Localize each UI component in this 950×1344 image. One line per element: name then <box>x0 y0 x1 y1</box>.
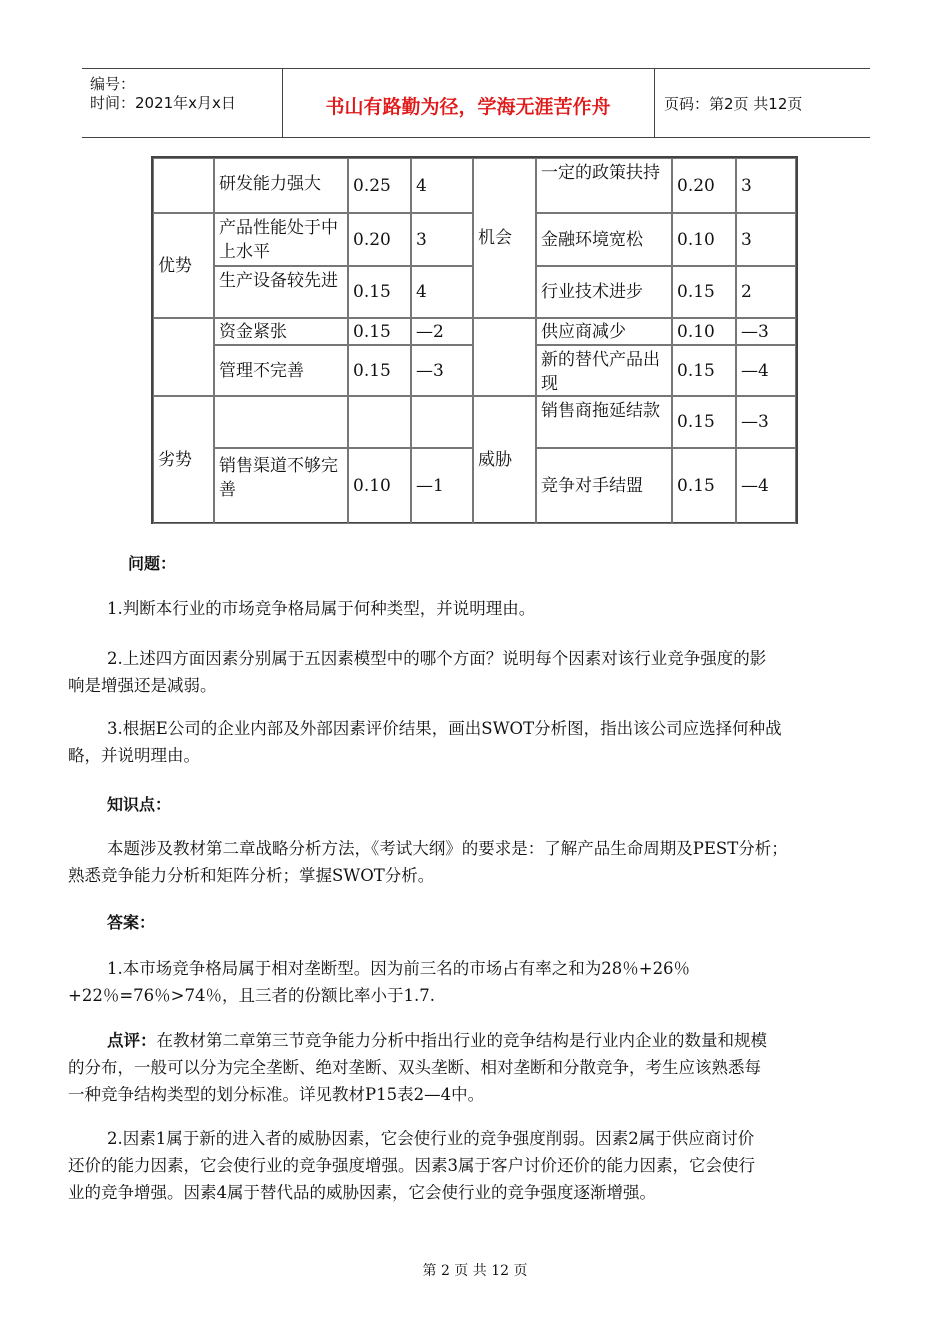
weakness-label: 劣势 <box>153 396 214 524</box>
table-cell-weight: 0.25 <box>348 158 411 213</box>
table-cell-weight: 0.10 <box>672 318 736 345</box>
opportunity-label: 机会 <box>473 158 536 318</box>
table-cell-weight: 0.15 <box>672 266 736 318</box>
answer-2-line-3: 业的竞争增强。因素4属于替代品的威胁因素，它会使行业的竞争强度逐渐增强。 <box>68 1183 656 1202</box>
table-cell-score: —4 <box>736 448 796 524</box>
table-cell-weight: 0.15 <box>348 318 411 345</box>
swot-table <box>151 156 798 524</box>
answer-1-line-2: +22％=76％>74％，且三者的份额比率小于1.7. <box>68 986 435 1005</box>
comment-text: 在教材第二章第三节竞争能力分析中指出行业的竞争结构是行业内企业的数量和规模 <box>156 1031 767 1050</box>
table-cell-score: —4 <box>736 345 796 396</box>
table-cell <box>473 318 536 396</box>
table-cell-weight: 0.15 <box>672 448 736 524</box>
table-cell-score: —2 <box>411 318 473 345</box>
comment-line-3: 一种竞争结构类型的划分标准。详见教材P15表2—4中。 <box>68 1085 485 1104</box>
table-cell-score <box>411 396 473 448</box>
table-cell-factor: 销售商拖延结款 <box>536 396 672 448</box>
table-cell-factor: 供应商减少 <box>536 318 672 345</box>
table-cell-weight <box>348 396 411 448</box>
answer-2-line-1: 2.因素1属于新的进入者的威胁因素，它会使行业的竞争强度削弱。因素2属于供应商讨价 <box>107 1129 755 1148</box>
knowledge-line-1: 本题涉及教材第二章战略分析方法，《考试大纲》的要求是：了解产品生命周期及PEST分析； <box>107 839 788 858</box>
answer-1-line-1: 1.本市场竞争格局属于相对垄断型。因为前三名的市场占有率之和为28％+26％ <box>107 959 691 978</box>
knowledge-heading: 知识点： <box>107 795 172 814</box>
question-2-line-1: 2.上述四方面因素分别属于五因素模型中的哪个方面？说明每个因素对该行业竞争强度的影 <box>107 649 767 668</box>
table-cell-factor: 资金紧张 <box>214 318 348 345</box>
table-cell-weight: 0.15 <box>672 396 736 448</box>
comment-label: 点评： <box>107 1031 157 1050</box>
table-cell-factor: 行业技术进步 <box>536 266 672 318</box>
table-cell-weight: 0.10 <box>348 448 411 524</box>
table-cell-weight: 0.15 <box>672 345 736 396</box>
table-cell <box>153 318 214 396</box>
table-cell-score: 4 <box>411 266 473 318</box>
comment-line-2: 的分布，一般可以分为完全垄断、绝对垄断、双头垄断、相对垄断和分散竞争，考生应该熟悉每 <box>68 1058 761 1077</box>
table-cell <box>153 158 214 213</box>
table-cell-factor: 销售渠道不够完善 <box>214 448 348 524</box>
question-2-line-2: 响是增强还是减弱。 <box>68 676 217 695</box>
table-cell-weight: 0.20 <box>348 213 411 266</box>
doc-time: 时间：2021年x月x日 <box>90 94 236 112</box>
table-cell-factor: 一定的政策扶持 <box>536 158 672 213</box>
strength-label: 优势 <box>153 213 214 318</box>
table-cell-score: —3 <box>411 345 473 396</box>
comment-line-1 <box>107 1027 767 1054</box>
table-cell-score: 4 <box>411 158 473 213</box>
doc-number: 编号： <box>90 75 136 93</box>
knowledge-line-2: 熟悉竞争能力分析和矩阵分析；掌握SWOT分析。 <box>68 866 435 885</box>
table-cell-score: 3 <box>736 213 796 266</box>
table-cell-score: —3 <box>736 396 796 448</box>
header-motto: 书山有路勤为径，学海无涯苦作舟 <box>325 96 611 118</box>
table-cell-score: 2 <box>736 266 796 318</box>
table-cell-factor: 竞争对手结盟 <box>536 448 672 524</box>
header-page-number: 页码：第2页 共12页 <box>664 95 803 113</box>
table-cell-score: —1 <box>411 448 473 524</box>
table-cell-factor: 新的替代产品出现 <box>536 345 672 396</box>
table-cell-weight: 0.10 <box>672 213 736 266</box>
table-cell-score: 3 <box>411 213 473 266</box>
table-cell-weight: 0.15 <box>348 345 411 396</box>
table-cell-factor <box>214 396 348 448</box>
header-divider <box>654 69 655 137</box>
question-3-line-2: 略，并说明理由。 <box>68 746 200 765</box>
question-3-line-1: 3.根据E公司的企业内部及外部因素评价结果，画出SWOT分析图，指出该公司应选择何种战 <box>107 719 782 738</box>
page-header <box>82 68 870 138</box>
page-footer: 第 2 页 共 12 页 <box>422 1263 528 1279</box>
answer-2-line-2: 还价的能力因素，它会使行业的竞争强度增强。因素3属于客户讨价还价的能力因素，它会使行 <box>68 1156 755 1175</box>
table-cell-weight: 0.20 <box>672 158 736 213</box>
table-cell-factor: 产品性能处于中上水平 <box>214 213 348 266</box>
questions-heading: 问题： <box>128 554 177 573</box>
table-cell-factor: 研发能力强大 <box>214 158 348 213</box>
question-1: 1.判断本行业的市场竞争格局属于何种类型，并说明理由。 <box>107 599 536 618</box>
table-cell-score: 3 <box>736 158 796 213</box>
table-cell-weight: 0.15 <box>348 266 411 318</box>
table-cell-factor: 管理不完善 <box>214 345 348 396</box>
answer-heading: 答案： <box>107 913 156 932</box>
table-cell-factor: 金融环境宽松 <box>536 213 672 266</box>
table-cell-score: —3 <box>736 318 796 345</box>
threat-label: 威胁 <box>473 396 536 524</box>
table-cell-factor: 生产设备较先进 <box>214 266 348 318</box>
